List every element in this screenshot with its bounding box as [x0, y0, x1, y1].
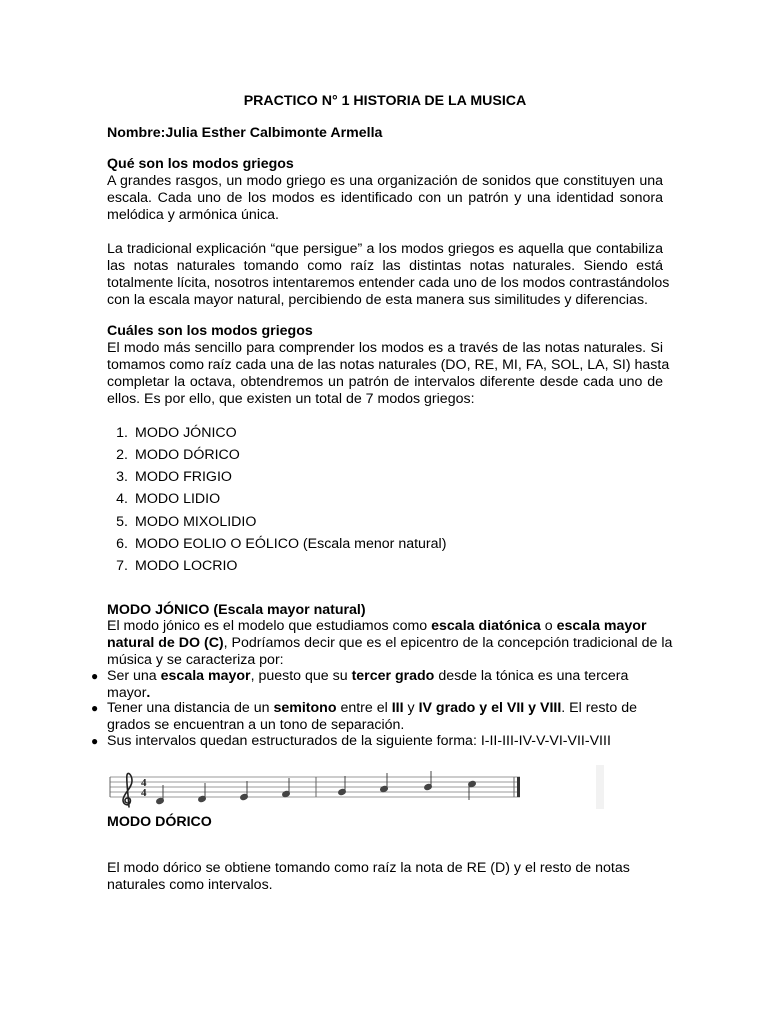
list-text: MODO FRIGIO [135, 469, 232, 485]
time-signature-top: 4 [141, 777, 147, 789]
paragraph-line [107, 618, 663, 635]
list-text: MODO JÓNICO [135, 425, 237, 441]
text-run: Tener una distancia de un [107, 700, 270, 716]
bullet-item [91, 700, 663, 717]
paragraph-line: con la escala mayor natural, percibiendo de esta manera sus similitudes y diferencias. [107, 292, 648, 308]
bold-term: escala diatónica [431, 618, 541, 634]
treble-clef-icon [123, 773, 132, 807]
list-number: 1. [116, 425, 128, 441]
text-run: El modo jónico es el modelo que estudiamos como [107, 618, 428, 634]
list-number: 4. [116, 491, 128, 507]
note-d [198, 783, 207, 803]
time-signature-bottom: 4 [141, 787, 147, 799]
list-text: MODO LOCRIO [135, 558, 238, 574]
list-number: 6. [116, 536, 128, 552]
music-staff [108, 763, 604, 811]
text-run: Sus intervalos quedan estructurados de la siguiente forma: I-II-III-IV-V-VI-VII-VIII [107, 733, 611, 749]
note-e [240, 781, 249, 801]
author-line: Nombre:Julia Esther Calbimonte Armella [107, 125, 383, 141]
section-heading-modo-jonico: MODO JÓNICO (Escala mayor natural) [107, 602, 366, 618]
list-number: 3. [116, 469, 128, 485]
note-a [380, 773, 389, 793]
paragraph-line: completar la octava, obtendremos un patrón de intervalos diferente desde cada uno de [107, 374, 663, 390]
paragraph-line: melódica y armónica única. [107, 207, 279, 223]
list-text: MODO LIDIO [135, 491, 221, 507]
staff-edge-shade [596, 765, 604, 809]
text-run: Ser una [107, 668, 157, 684]
bullet-dot-icon: ● [91, 734, 99, 748]
bold-term: tercer grado [351, 668, 435, 684]
paragraph-line: El modo más sencillo para comprender los modos es a través de las notas naturales. Si [107, 340, 663, 356]
paragraph-line: las notas naturales tomando como raíz las distintas notas naturales. Siendo está [107, 258, 663, 274]
list-text: MODO DÓRICO [135, 447, 240, 463]
bold-term: IV grado y el VII y VIII [418, 700, 562, 716]
bullet-item [91, 733, 663, 750]
note-g [338, 776, 347, 796]
paragraph-line: totalmente lícita, nosotros intentaremos entender cada uno de los modos contrastándolos [107, 275, 670, 291]
text-run: mayor [107, 685, 147, 701]
bold-term: escala mayor [556, 618, 647, 634]
text-run: entre el [340, 700, 388, 716]
text-run: . El resto de [561, 700, 637, 716]
final-barline-thick [517, 777, 520, 797]
c-major-scale-staff [108, 763, 604, 811]
text-run: desde la tónica es una tercera [438, 668, 629, 684]
bullet-continuation: grados se encuentran a un tono de separación. [107, 717, 405, 733]
text-run: , Podríamos decir que es el epicentro de la concepción tradicional de la [223, 635, 673, 651]
paragraph-line: El modo dórico se obtiene tomando como raíz la nota de RE (D) y el resto de notas [107, 860, 630, 876]
list-number: 2. [116, 447, 128, 463]
section-heading-que-son: Qué son los modos griegos [107, 156, 294, 172]
list-number: 7. [116, 558, 128, 574]
staff-lines [110, 777, 520, 797]
note-c [156, 785, 165, 805]
bullet-dot-icon: ● [91, 669, 99, 683]
paragraph-line: ellos. Es por ello, que existen un total de 7 modos griegos: [107, 391, 475, 407]
bullet-dot-icon: ● [91, 701, 99, 715]
note-b [424, 771, 433, 791]
text-run: , puesto que su [250, 668, 348, 684]
bullet-item [91, 668, 663, 685]
list-text: MODO MIXOLIDIO [135, 514, 257, 530]
paragraph-line: A grandes rasgos, un modo griego es una organización de sonidos que constituyen una [107, 173, 663, 189]
bold-term: semitono [273, 700, 337, 716]
paragraph-line: música y se caracteriza por: [107, 652, 284, 668]
paragraph-line: escala. Cada uno de los modos es identificado con un patrón y una identidad sonora [107, 190, 663, 206]
document-title: PRACTICO N° 1 HISTORIA DE LA MUSICA [243, 93, 527, 109]
paragraph-line: tomamos como raíz cada una de las notas naturales (DO, RE, MI, FA, SOL, LA, SI) hasta [107, 357, 670, 373]
bold-term: . [146, 685, 151, 701]
section-heading-modo-dorico: MODO DÓRICO [107, 814, 212, 830]
section-heading-cuales-son: Cuáles son los modos griegos [107, 323, 313, 339]
list-text: MODO EOLIO O EÓLICO (Escala menor natural) [135, 536, 447, 552]
paragraph-line [107, 635, 673, 652]
bold-term: III [391, 700, 404, 716]
text-run: y [407, 700, 415, 716]
bold-term: escala mayor [160, 668, 251, 684]
text-run: o [544, 618, 553, 634]
paragraph-line: La tradicional explicación “que persigue” a los modos griegos es aquella que contabiliza [107, 241, 663, 257]
paragraph-line: naturales como intervalos. [107, 877, 273, 893]
bold-term: natural de DO (C) [107, 635, 224, 651]
note-f [282, 778, 291, 798]
list-number: 5. [116, 514, 128, 530]
